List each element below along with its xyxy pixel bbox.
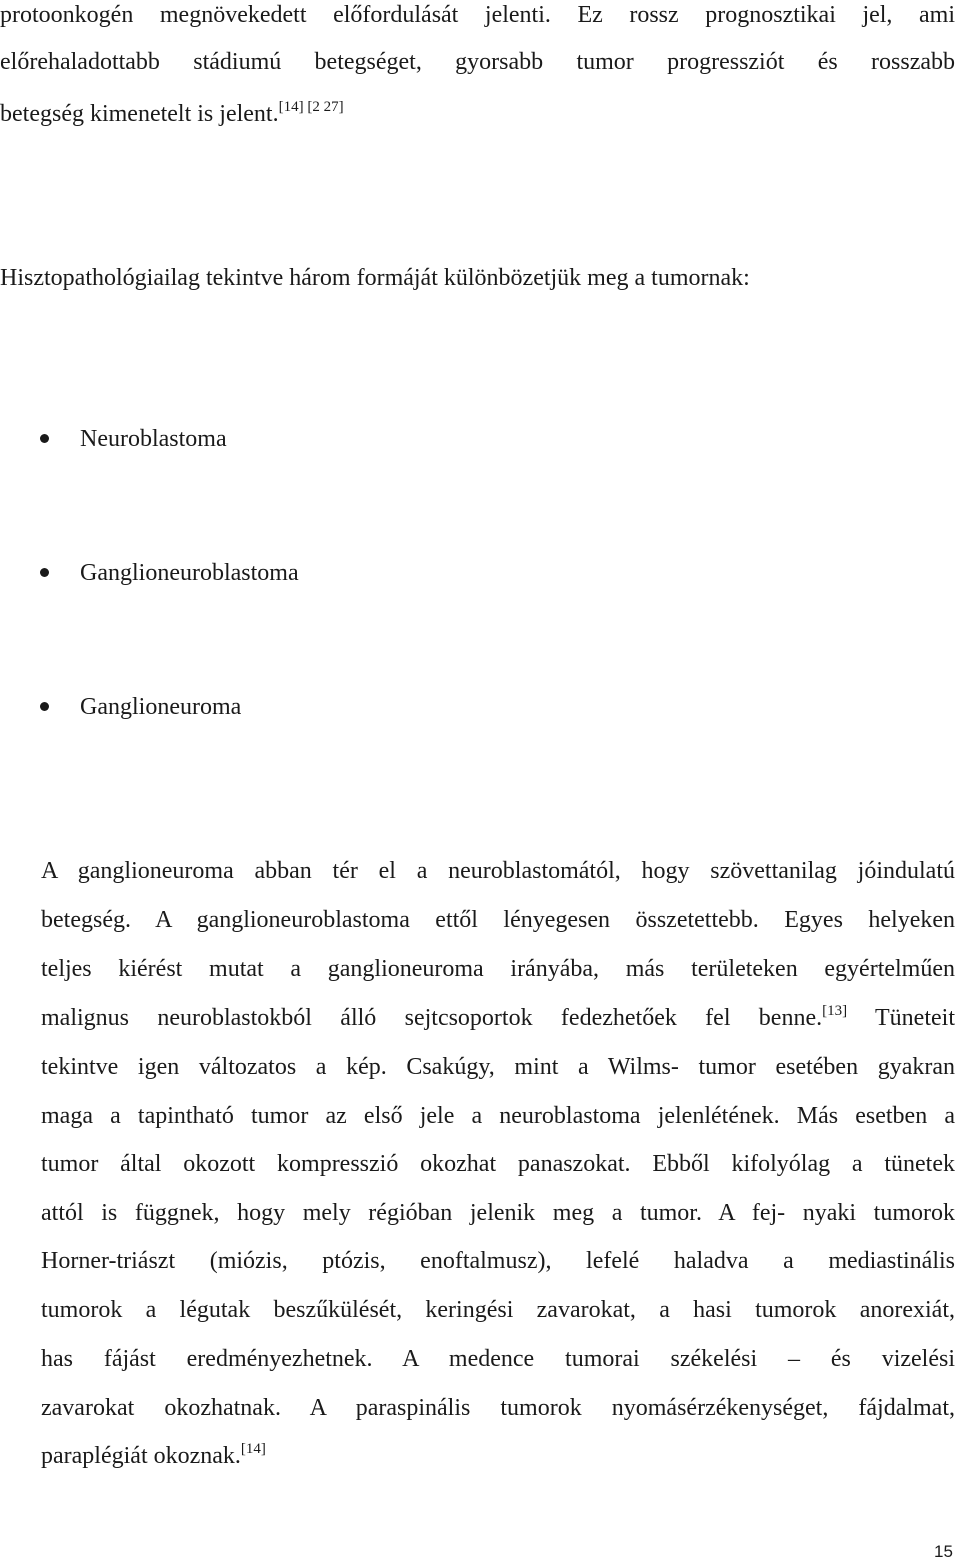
intro-line-3-text: betegség kimenetelt is jelent. <box>0 101 279 127</box>
paragraph-line-11: has fájást eredményezhetnek. A medence tumorai székelési – és vizelési <box>41 1346 955 1372</box>
intro-reference: [14] [2 27] <box>278 99 344 115</box>
paragraph-line-5: tekintve igen változatos a kép. Csakúgy, mint a Wilms- tumor esetében gyakran <box>41 1054 955 1080</box>
paragraph-line-9: Horner-triászt (miózis, ptózis, enoftalmusz), lefelé haladva a mediastinális <box>41 1248 955 1274</box>
paragraph-reference-13: [13] <box>822 1003 848 1019</box>
paragraph-line-13 <box>41 1441 266 1474</box>
histology-heading: Hisztopathológiailag tekintve három formáját különbözetjük meg a tumornak: <box>0 265 750 291</box>
page-number: 15 <box>934 1542 953 1561</box>
paragraph-line-12: zavarokat okozhatnak. A paraspinális tumorok nyomásérzékenységet, fájdalmat, <box>41 1395 955 1421</box>
intro-line-3 <box>0 99 344 132</box>
paragraph-line-2: betegség. A ganglioneuroblastoma ettől lényegesen összetettebb. Egyes helyeken <box>41 907 955 933</box>
paragraph-line-8: attól is függnek, hogy mely régióban jelenik meg a tumor. A fej- nyaki tumorok <box>41 1200 955 1226</box>
paragraph-reference-14: [14] <box>240 1441 266 1457</box>
paragraph-line-4 <box>41 1003 955 1036</box>
paragraph-line-6: maga a tapintható tumor az első jele a neuroblastoma jelenlétének. Más esetben a <box>41 1103 955 1129</box>
paragraph-line-4-end: Tüneteit <box>847 1005 955 1031</box>
paragraph-line-4-text: malignus neuroblastokból álló sejtcsoportok fedezhetőek fel benne. <box>41 1005 823 1031</box>
bullet-icon <box>40 702 49 711</box>
bullet-icon <box>40 434 49 443</box>
intro-line-1: protoonkogén megnövekedett előfordulását jelenti. Ez rossz prognosztikai jel, ami <box>0 2 955 28</box>
list-item-ganglioneuroblastoma: Ganglioneuroblastoma <box>80 560 299 586</box>
paragraph-line-10: tumorok a légutak beszűkülését, keringési zavarokat, a hasi tumorok anorexiát, <box>41 1297 955 1323</box>
paragraph-line-1: A ganglioneuroma abban tér el a neuroblastomától, hogy szövettanilag jóindulatú <box>41 858 955 884</box>
list-item-neuroblastoma: Neuroblastoma <box>80 426 227 452</box>
paragraph-line-13-text: paraplégiát okoznak. <box>41 1443 241 1469</box>
list-item-ganglioneuroma: Ganglioneuroma <box>80 694 242 720</box>
paragraph-line-7: tumor által okozott kompresszió okozhat panaszokat. Ebből kifolyólag a tünetek <box>41 1151 955 1177</box>
paragraph-line-3: teljes kiérést mutat a ganglioneuroma irányába, más területeken egyértelműen <box>41 956 955 982</box>
intro-line-2: előrehaladottabb stádiumú betegséget, gyorsabb tumor progressziót és rosszabb <box>0 49 955 75</box>
bullet-icon <box>40 568 49 577</box>
